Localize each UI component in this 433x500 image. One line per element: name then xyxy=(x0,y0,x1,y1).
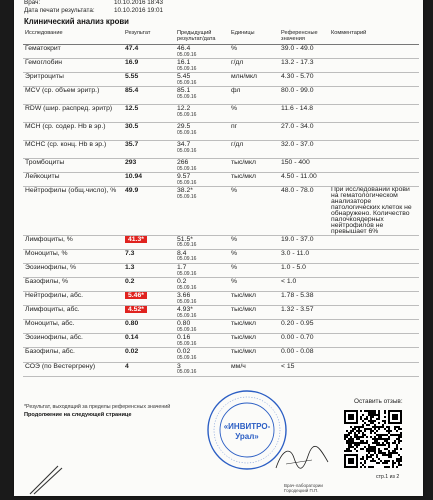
previous-value: 34.7 xyxy=(177,141,191,149)
test-result xyxy=(123,73,175,87)
previous-value: 4.93* xyxy=(177,306,193,314)
result-value: 0.14 xyxy=(125,334,139,342)
previous-value: 16.1 xyxy=(177,59,191,67)
previous-result xyxy=(175,173,229,187)
print-date-line: Дата печати результата: 10.10.2016 19:01 xyxy=(24,7,164,14)
test-comment xyxy=(329,105,419,123)
test-comment xyxy=(329,173,419,187)
previous-result xyxy=(175,278,229,292)
table-row xyxy=(23,187,419,235)
test-result xyxy=(123,45,175,59)
test-name: Тромбоциты xyxy=(23,159,123,173)
test-result xyxy=(123,306,175,320)
test-result xyxy=(123,334,175,348)
previous-result xyxy=(175,348,229,362)
test-unit: тыс/мкл xyxy=(229,173,279,187)
table-row xyxy=(23,59,419,73)
footnote: *Результат, выходящий за пределы референсных значений xyxy=(24,404,171,410)
previous-date: 05.09.16 xyxy=(177,256,197,263)
result-value: 85.4 xyxy=(125,87,139,95)
column-header: Комментарий xyxy=(329,30,419,45)
table-row xyxy=(23,306,419,320)
abnormal-result-badge: 4.52* xyxy=(125,306,147,313)
reference-range: 39.0 - 49.0 xyxy=(279,45,329,59)
previous-date: 05.09.16 xyxy=(177,65,197,72)
test-unit: млн/мкл xyxy=(229,73,279,87)
table-row xyxy=(23,123,419,141)
table-row xyxy=(23,292,419,306)
test-name: MCV (ср. объем эритр.) xyxy=(23,87,123,105)
reference-range: < 1.0 xyxy=(279,278,329,292)
result-value: 293 xyxy=(125,159,137,167)
result-value: 7.3 xyxy=(125,249,135,257)
result-value: 0.02 xyxy=(125,348,139,356)
previous-result xyxy=(175,320,229,334)
test-unit: тыс/мкл xyxy=(229,334,279,348)
table-header-row xyxy=(23,30,419,45)
test-result xyxy=(123,87,175,105)
previous-date: 05.09.16 xyxy=(177,298,197,305)
review-label: Оставить отзыв: xyxy=(354,398,403,405)
page-number: стр.1 из 2 xyxy=(376,474,400,480)
reference-range: 150 - 400 xyxy=(279,159,329,173)
previous-result xyxy=(175,263,229,277)
test-name: Эозинофилы, % xyxy=(23,263,123,277)
test-name: Моноциты, % xyxy=(23,249,123,263)
previous-result xyxy=(175,73,229,87)
results-table xyxy=(23,30,419,377)
test-name: Гематокрит xyxy=(23,45,123,59)
previous-value: 1.7 xyxy=(177,263,187,271)
test-result xyxy=(123,141,175,159)
previous-result xyxy=(175,306,229,320)
previous-date: 05.09.16 xyxy=(177,79,197,86)
reference-range: 1.78 - 5.38 xyxy=(279,292,329,306)
table-row xyxy=(23,348,419,362)
lab-report-page xyxy=(14,0,423,496)
previous-date: 05.09.16 xyxy=(177,242,197,249)
test-result xyxy=(123,59,175,73)
test-name: Эозинофилы, абс. xyxy=(23,334,123,348)
previous-result xyxy=(175,45,229,59)
test-name: Лейкоциты xyxy=(23,173,123,187)
test-unit: фл xyxy=(229,87,279,105)
test-comment xyxy=(329,87,419,105)
test-result xyxy=(123,159,175,173)
continue-note: Продолжение на следующей странице xyxy=(24,412,132,418)
reference-range: 4.50 - 11.00 xyxy=(279,173,329,187)
previous-result xyxy=(175,59,229,73)
reference-range: 11.6 - 14.8 xyxy=(279,105,329,123)
previous-value: 3 xyxy=(177,362,181,370)
reference-range: 32.0 - 37.0 xyxy=(279,141,329,159)
test-result xyxy=(123,249,175,263)
table-row xyxy=(23,45,419,59)
previous-date: 05.09.16 xyxy=(177,93,197,100)
test-name: Эритроциты xyxy=(23,73,123,87)
test-comment xyxy=(329,249,419,263)
svg-text:«ИНВИТРО-: «ИНВИТРО- xyxy=(223,422,271,431)
previous-result xyxy=(175,87,229,105)
test-comment xyxy=(329,278,419,292)
previous-value: 8.4 xyxy=(177,249,187,257)
table-row xyxy=(23,159,419,173)
result-value: 10.94 xyxy=(125,173,143,181)
previous-value: 12.2 xyxy=(177,105,191,113)
column-header: Результат xyxy=(123,30,175,45)
test-comment xyxy=(329,235,419,249)
result-value: 4 xyxy=(125,362,129,370)
table-row xyxy=(23,278,419,292)
table-row xyxy=(23,87,419,105)
previous-result xyxy=(175,187,229,235)
test-result xyxy=(123,362,175,376)
previous-date: 05.09.16 xyxy=(177,355,197,362)
test-comment xyxy=(329,292,419,306)
previous-result xyxy=(175,292,229,306)
test-comment xyxy=(329,362,419,376)
test-comment xyxy=(329,334,419,348)
test-name: Лимфоциты, % xyxy=(23,235,123,249)
test-unit: % xyxy=(229,263,279,277)
test-comment xyxy=(329,45,419,59)
test-result xyxy=(123,235,175,249)
previous-value: 0.02 xyxy=(177,348,191,356)
reference-range: < 15 xyxy=(279,362,329,376)
test-result xyxy=(123,187,175,235)
doctor-line: Врач: 10.10.2016 18:43 xyxy=(24,0,164,6)
test-comment xyxy=(329,320,419,334)
test-unit: г/дл xyxy=(229,141,279,159)
previous-result xyxy=(175,362,229,376)
test-name: Базофилы, абс. xyxy=(23,348,123,362)
previous-date: 05.09.16 xyxy=(177,194,197,201)
test-unit: % xyxy=(229,187,279,235)
table-row xyxy=(23,235,419,249)
reference-range: 27.0 - 34.0 xyxy=(279,123,329,141)
report-title: Клинический анализ крови xyxy=(24,17,129,26)
result-value: 0.80 xyxy=(125,320,139,328)
table-row xyxy=(23,173,419,187)
test-name: Базофилы, % xyxy=(23,278,123,292)
result-value: 0.2 xyxy=(125,278,135,285)
test-unit: тыс/мкл xyxy=(229,348,279,362)
previous-date: 05.09.16 xyxy=(177,165,197,172)
previous-date: 05.09.16 xyxy=(177,147,197,154)
reference-range: 80.0 - 99.0 xyxy=(279,87,329,105)
column-header: Предыдущий результат/дата xyxy=(175,30,229,45)
qr-code-icon[interactable] xyxy=(344,410,402,468)
previous-result xyxy=(175,249,229,263)
column-header: Референсные значения xyxy=(279,30,329,45)
result-value: 12.5 xyxy=(125,105,139,113)
test-name: Нейтрофилы (общ.число), % xyxy=(23,187,123,235)
test-name: СОЭ (по Вестергрену) xyxy=(23,362,123,376)
test-unit: пг xyxy=(229,123,279,141)
test-unit: тыс/мкл xyxy=(229,306,279,320)
test-comment xyxy=(329,348,419,362)
previous-value: 5.45 xyxy=(177,73,191,81)
previous-value: 0.80 xyxy=(177,320,191,328)
test-comment xyxy=(329,73,419,87)
test-name: Гемоглобин xyxy=(23,59,123,73)
previous-date: 05.09.16 xyxy=(177,340,197,347)
test-comment xyxy=(329,141,419,159)
previous-value: 0.16 xyxy=(177,334,191,342)
result-value: 16.9 xyxy=(125,59,139,67)
test-comment xyxy=(329,123,419,141)
test-comment xyxy=(329,59,419,73)
previous-date: 05.09.16 xyxy=(177,111,197,118)
table-row xyxy=(23,105,419,123)
test-result xyxy=(123,292,175,306)
test-unit: мм/ч xyxy=(229,362,279,376)
reference-range: 3.0 - 11.0 xyxy=(279,249,329,263)
result-value: 5.55 xyxy=(125,73,139,81)
table-row xyxy=(23,263,419,277)
signature-caption: Врач-лаборатории Городецкий П.П. xyxy=(284,483,323,494)
result-value: 49.9 xyxy=(125,187,139,195)
test-unit: тыс/мкл xyxy=(229,292,279,306)
reference-range: 13.2 - 17.3 xyxy=(279,59,329,73)
previous-date: 05.09.16 xyxy=(177,284,197,291)
column-header: Исследование xyxy=(23,30,123,45)
previous-value: 85.1 xyxy=(177,87,191,95)
test-name: Нейтрофилы, абс. xyxy=(23,292,123,306)
reference-range: 1.32 - 3.57 xyxy=(279,306,329,320)
test-name: RDW (шир. распред. эритр) xyxy=(23,105,123,123)
reference-range: 0.00 - 0.08 xyxy=(279,348,329,362)
previous-date: 05.09.16 xyxy=(177,51,197,58)
test-result xyxy=(123,320,175,334)
abnormal-result-badge: 5.46* xyxy=(125,292,147,299)
reference-range: 4.30 - 5.70 xyxy=(279,73,329,87)
reference-range: 48.0 - 78.0 xyxy=(279,187,329,235)
result-value: 35.7 xyxy=(125,141,139,149)
previous-date: 05.09.16 xyxy=(177,312,197,319)
previous-result xyxy=(175,159,229,173)
result-value: 30.5 xyxy=(125,123,139,131)
table-row xyxy=(23,73,419,87)
test-name: Лимфоциты, абс. xyxy=(23,306,123,320)
test-unit: % xyxy=(229,235,279,249)
test-unit: г/дл xyxy=(229,59,279,73)
test-comment: При исследовании крови на гематологическом анализаторе патологических клеток не обнаружено. Количество палочкоядерных нейтрофилов не превышает 6% xyxy=(329,187,419,235)
reference-range: 1.0 - 5.0 xyxy=(279,263,329,277)
table-row xyxy=(23,334,419,348)
test-unit: тыс/мкл xyxy=(229,320,279,334)
test-result xyxy=(123,278,175,292)
previous-value: 266 xyxy=(177,159,189,167)
previous-value: 46.4 xyxy=(177,45,191,52)
test-unit: % xyxy=(229,105,279,123)
test-comment xyxy=(329,306,419,320)
result-value: 1.3 xyxy=(125,263,135,271)
previous-value: 3.66 xyxy=(177,292,191,300)
pen-mark xyxy=(28,460,78,496)
previous-date: 05.09.16 xyxy=(177,326,197,333)
table-row xyxy=(23,141,419,159)
test-result xyxy=(123,173,175,187)
table-row xyxy=(23,249,419,263)
test-name: MCH (ср. содер. Hb в эр.) xyxy=(23,123,123,141)
test-unit: % xyxy=(229,45,279,59)
test-name: MCHC (ср. конц. Hb в эр.) xyxy=(23,141,123,159)
test-comment xyxy=(329,263,419,277)
reference-range: 0.20 - 0.95 xyxy=(279,320,329,334)
previous-value: 29.5 xyxy=(177,123,191,131)
previous-result xyxy=(175,105,229,123)
table-row xyxy=(23,320,419,334)
previous-value: 0.2 xyxy=(177,278,187,285)
test-unit: % xyxy=(229,249,279,263)
table-row xyxy=(23,362,419,376)
previous-date: 05.09.16 xyxy=(177,179,197,186)
test-comment xyxy=(329,159,419,173)
reference-range: 0.00 - 0.70 xyxy=(279,334,329,348)
test-result xyxy=(123,105,175,123)
results-body xyxy=(23,45,419,377)
reference-range: 19.0 - 37.0 xyxy=(279,235,329,249)
doctor-signature xyxy=(272,440,332,476)
previous-result xyxy=(175,141,229,159)
previous-date: 05.09.16 xyxy=(177,270,197,277)
test-unit: % xyxy=(229,278,279,292)
previous-date: 05.09.16 xyxy=(177,129,197,136)
previous-result xyxy=(175,235,229,249)
abnormal-result-badge: 41.3* xyxy=(125,236,147,243)
test-unit: тыс/мкл xyxy=(229,159,279,173)
test-name: Моноциты, абс. xyxy=(23,320,123,334)
test-result xyxy=(123,348,175,362)
previous-result xyxy=(175,123,229,141)
previous-value: 9.57 xyxy=(177,173,191,181)
previous-value: 51.5* xyxy=(177,235,193,243)
previous-result xyxy=(175,334,229,348)
column-header: Единицы xyxy=(229,30,279,45)
test-result xyxy=(123,263,175,277)
test-result xyxy=(123,123,175,141)
previous-value: 38.2* xyxy=(177,187,193,195)
previous-date: 05.09.16 xyxy=(177,369,197,376)
svg-text:Урал»: Урал» xyxy=(235,432,259,441)
result-value: 47.4 xyxy=(125,45,139,52)
